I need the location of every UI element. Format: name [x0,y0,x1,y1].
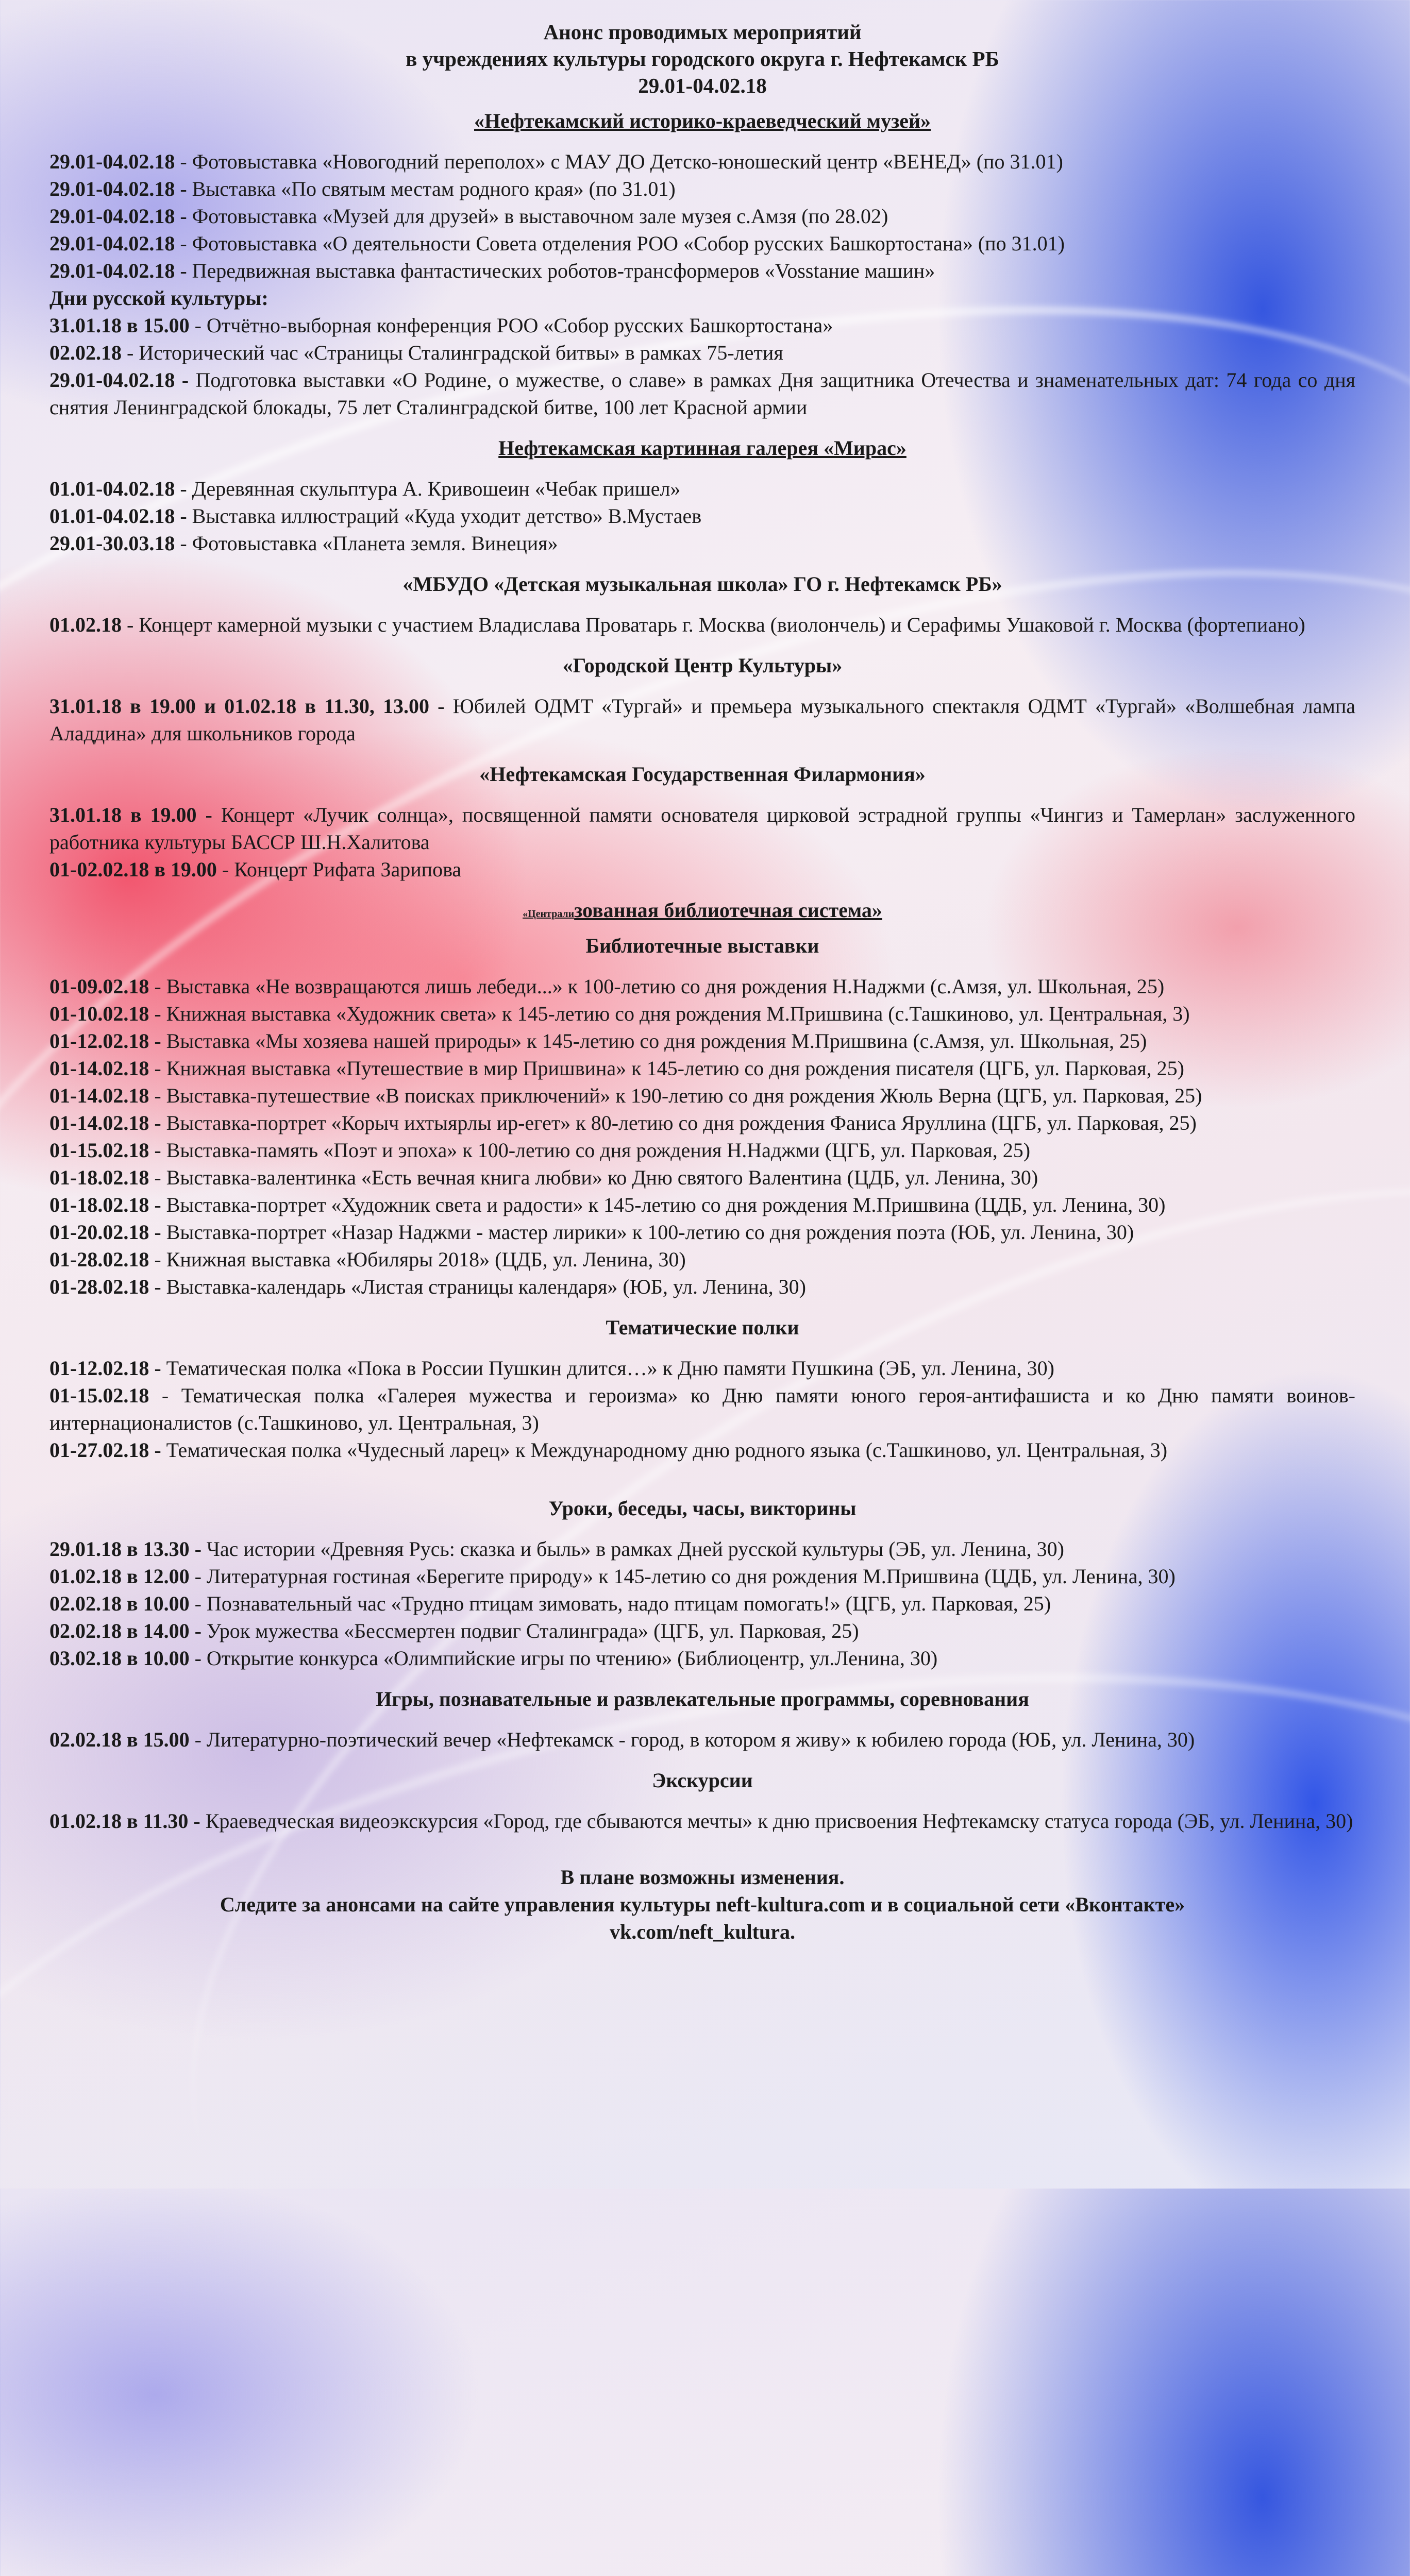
list-item: 02.02.18 в 15.00 - Литературно-поэтический вечер «Нефтекамск - город, в котором я живу» к юбилею города (ЮБ, ул. Ленина, 30) [49,1728,1195,1751]
footer-vk-link[interactable]: vk.com/neft_kultura. [610,1920,795,1943]
list-item: 02.02.18 в 14.00 - Урок мужества «Бессмертен подвиг Сталинграда» (ЦГБ, ул. Парковая, 25) [49,1619,859,1642]
list-item: 01-14.02.18 - Книжная выставка «Путешествие в мир Пришвина» к 145-летию со дня рождения писателя (ЦГБ, ул. Парковая, 25) [49,1057,1184,1080]
list-item: 29.01-04.02.18 - Фотовыставка «Новогодний переполох» с МАУ ДО Детско-юношеский центр «ВЕНЕД» (по 31.01) [49,150,1063,173]
music-school-list [49,611,1355,638]
shelves-list [49,1354,1355,1464]
list-item: 01-18.02.18 - Выставка-портрет «Художник света и радости» к 145-летию со дня рождения М.Пришвина (ЦДБ, ул. Ленина, 30) [49,1193,1166,1216]
subheading: Дни русской культуры: [49,286,268,310]
announcement-document [49,19,1355,1945]
list-item: 02.02.18 - Исторический час «Страницы Сталинградской битвы» в рамках 75-летия [49,341,783,364]
footer-note: В плане возможны изменения. [560,1866,845,1889]
list-item: 01-28.02.18 - Книжная выставка «Юбиляры 2018» (ЦДБ, ул. Ленина, 30) [49,1248,686,1271]
section-title-philharmonic: «Нефтекамская Государственная Филармония» [479,762,926,786]
list-item: 01-15.02.18 - Тематическая полка «Галерея мужества и героизма» ко Дню памяти юного героя-антифашиста и ко Дню памяти воинов-интернационалистов (с.Ташкиново, ул. Центральная, 3) [49,1384,1355,1434]
list-item: 29.01.18 в 13.30 - Час истории «Древняя Русь: сказка и быль» в рамках Дней русской культуры (ЭБ, ул. Ленина, 30) [49,1537,1064,1561]
list-item: 02.02.18 в 10.00 - Познавательный час «Трудно птицам зимовать, надо птицам помогать!» (ЦГБ, ул. Парковая, 25) [49,1592,1051,1615]
list-item: 01.02.18 в 11.30 - Краеведческая видеоэкскурсия «Город, где сбываются мечты» к дню присвоения Нефтекамску статуса города (ЭБ, ул. Ленина, 30) [49,1809,1353,1833]
list-item: 01-14.02.18 - Выставка-портрет «Корыч ихтыярлы ир-егет» к 80-летию со дня рождения Фаниса Яруллина (ЦГБ, ул. Парковая, 25) [49,1111,1197,1134]
list-item: 01.01-04.02.18 - Выставка иллюстраций «Куда уходит детство» В.Мустаев [49,504,702,528]
section-title-museum: «Нефтекамский историко-краеведческий музей» [474,109,931,132]
list-item: 29.01-04.02.18 - Передвижная выставка фантастических роботов-трансформеров «Vosstание машин» [49,259,935,282]
list-item: 29.01-04.02.18 - Подготовка выставки «О Родине, о мужестве, о славе» в рамках Дня защитника Отечества и знаменательных дат: 74 года со дня снятия Ленинградской блокады, 75 лет Сталинградской битве, 100 лет Красной армии [49,368,1355,419]
list-item: 01-12.02.18 - Выставка «Мы хозяева нашей природы» к 145-летию со дня рождения М.Пришвина (с.Амзя, ул. Школьная, 25) [49,1029,1147,1053]
list-item: 31.01.18 в 19.00 - Концерт «Лучик солнца», посвященной памяти основателя цирковой эстрадной группы «Чингиз и Тамерлан» заслуженного работника культуры БАССР Ш.Н.Халитова [49,803,1355,854]
subsection-title-exhibitions: Библиотечные выставки [585,934,819,957]
museum-list [49,148,1355,421]
culture-center-list [49,692,1355,747]
subsection-title-games: Игры, познавательные и развлекательные программы, соревнования [376,1687,1029,1710]
list-item: 01-27.02.18 - Тематическая полка «Чудесный ларец» к Международному дню родного языка (с.Ташкиново, ул. Центральная, 3) [49,1438,1168,1462]
list-item: 01-14.02.18 - Выставка-путешествие «В поисках приключений» к 190-летию со дня рождения Жюль Верна (ЦГБ, ул. Парковая, 25) [49,1084,1202,1107]
list-item: 01-09.02.18 - Выставка «Не возвращаются лишь лебеди...» к 100-летию со дня рождения Н.Наджми (с.Амзя, ул. Школьная, 25) [49,975,1165,998]
exhibitions-list [49,973,1355,1300]
list-item: 01-02.02.18 в 19.00 - Концерт Рифата Зарипова [49,858,462,881]
list-item: 01-10.02.18 - Книжная выставка «Художник света» к 145-летию со дня рождения М.Пришвина (с.Ташкиново, ул. Центральная, 3) [49,1002,1190,1025]
games-list [49,1726,1355,1753]
section-title-library: «Централизованная библиотечная система» [523,899,882,922]
list-item: 31.01.18 в 19.00 и 01.02.18 в 11.30, 13.00 - Юбилей ОДМТ «Тургай» и премьера музыкального спектакля ОДМТ «Тургай» «Волшебная лампа Аладдина» для школьников города [49,694,1355,745]
excursions-list [49,1807,1355,1835]
philharmonic-list [49,801,1355,883]
list-item: 01.02.18 в 12.00 - Литературная гостиная «Берегите природу» к 145-летию со дня рождения М.Пришвина (ЦДБ, ул. Ленина, 30) [49,1565,1176,1588]
subsection-title-excursions: Экскурсии [652,1769,753,1792]
list-item: 01.02.18 - Концерт камерной музыки с участием Владислава Проватарь г. Москва (виолончель) и Серафимы Ушаковой г. Москва (фортепиано) [49,613,1305,636]
list-item: 01-12.02.18 - Тематическая полка «Пока в России Пушкин длится…» к Дню памяти Пушкина (ЭБ, ул. Ленина, 30) [49,1357,1054,1380]
subsection-title-lessons: Уроки, беседы, часы, викторины [548,1497,857,1520]
list-item: 01-18.02.18 - Выставка-валентинка «Есть вечная книга любви» ко Дню святого Валентина (ЦДБ, ул. Ленина, 30) [49,1166,1038,1189]
list-item: 01-20.02.18 - Выставка-портрет «Назар Наджми - мастер лирики» к 100-летию со дня рождения поэта (ЮБ, ул. Ленина, 30) [49,1221,1134,1244]
list-item: 29.01-04.02.18 - Фотовыставка «О деятельности Совета отделения РОО «Собор русских Башкортостана» (по 31.01) [49,232,1065,255]
lessons-list [49,1535,1355,1672]
list-item: 29.01-04.02.18 - Фотовыставка «Музей для друзей» в выставочном зале музея с.Амзя (по 28.02) [49,205,888,228]
list-item: 31.01.18 в 15.00 - Отчётно-выборная конференция РОО «Собор русских Башкортостана» [49,314,833,337]
list-item: 29.01-04.02.18 - Выставка «По святым местам родного края» (по 31.01) [49,177,676,200]
list-item: 01-28.02.18 - Выставка-календарь «Листая страницы календаря» (ЮБ, ул. Ленина, 30) [49,1275,806,1298]
footer [49,1863,1355,1945]
gallery-list [49,475,1355,557]
section-title-gallery: Нефтекамская картинная галерея «Мирас» [498,436,907,460]
list-item: 29.01-30.03.18 - Фотовыставка «Планета земля. Винеция» [49,532,558,555]
subsection-title-shelves: Тематические полки [606,1316,799,1339]
list-item: 01-15.02.18 - Выставка-память «Поэт и эпоха» к 100-летию со дня рождения Н.Наджми (ЦГБ, ул. Парковая, 25) [49,1139,1031,1162]
page-title: Анонс проводимых мероприятий в учреждениях культуры городского округа г. Нефтекамск РБ 29.01-04.02.18 [406,20,999,97]
section-title-music-school: «МБУДО «Детская музыкальная школа» ГО г. Нефтекамск РБ» [402,572,1002,596]
section-title-culture-center: «Городской Центр Культуры» [562,654,843,677]
footer-follow: Следите за анонсами на сайте управления культуры neft-kultura.com и в социальной сети «Вконтакте» [220,1893,1185,1916]
list-item: 03.02.18 в 10.00 - Открытие конкурса «Олимпийские игры по чтению» (Библиоцентр, ул.Ленина, 30) [49,1647,938,1670]
list-item: 01.01-04.02.18 - Деревянная скульптура А. Кривошеин «Чебак пришел» [49,477,681,500]
